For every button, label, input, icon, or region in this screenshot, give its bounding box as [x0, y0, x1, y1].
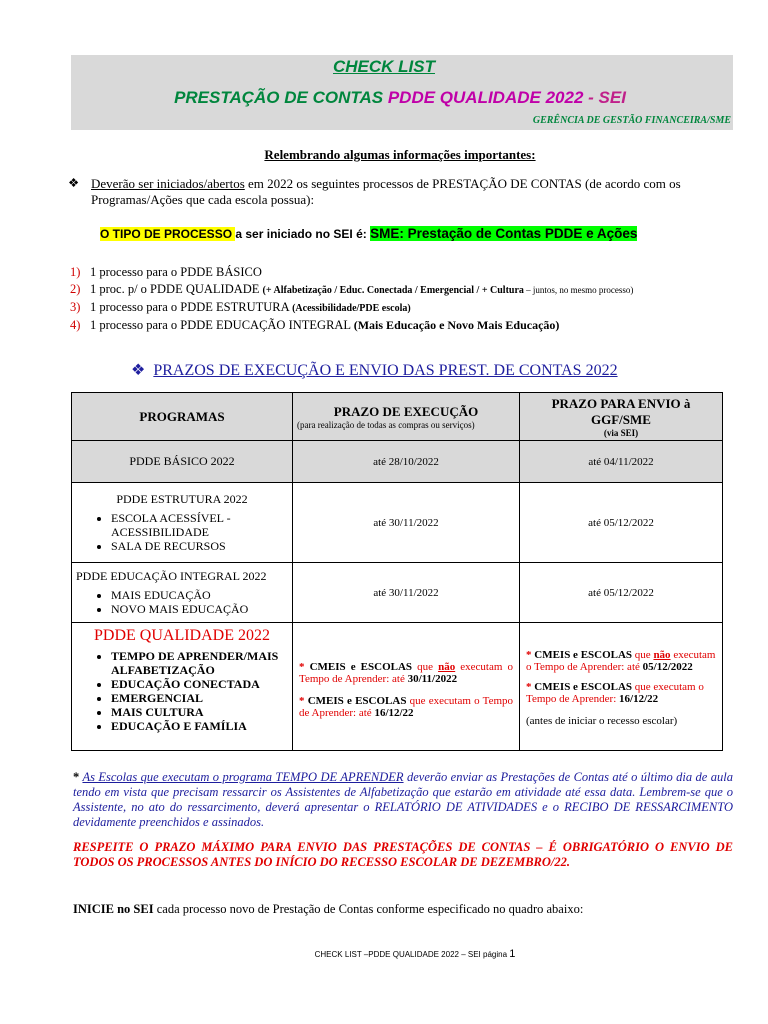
department-label: GERÊNCIA DE GESTÃO FINANCEIRA/SME [532, 115, 731, 126]
intro-paragraph: Deverão ser iniciados/abertos em 2022 os seguintes processos de PRESTAÇÃO DE CONTAS (de acordo com os Programas/Ações que cada escola possua): [91, 176, 681, 207]
inicie-instruction: INICIE no SEI cada processo novo de Prestação de Contas conforme especificado no quadro abaixo: [73, 902, 584, 916]
table-row: PDDE EDUCAÇÃO INTEGRAL 2022 • MAIS EDUCAÇÃO • NOVO MAIS EDUCAÇÃO até 30/11/2022 até 05/12/2022 [72, 563, 723, 623]
process-list [70, 264, 633, 334]
list-item: 1) 1 processo para o PDDE BÁSICO [70, 265, 262, 279]
respeite-warning: RESPEITE O PRAZO MÁXIMO PARA ENVIO DAS PRESTAÇÕES DE CONTAS – É OBRIGATÓRIO O ENVIO DE TODOS OS PROCESSOS ANTES DO INÍCIO DO RECESSO ESCOLAR DE DEZEMBRO/22. [73, 840, 733, 869]
table-header-row [72, 393, 723, 441]
table-row: PDDE QUALIDADE 2022 • TEMPO DE APRENDER/MAIS ALFABETIZAÇÃO • EDUCAÇÃO CONECTADA • EMERGENCIAL • MAIS CULTURA • EDUCAÇÃO E FAMÍLIA * CMEIS e ESCOLAS que não executam o Tempo de Aprender: até 30/11/2022 * CMEIS e ESCOLAS que executam o Tempo de Aprender: até 16/12/22 * CMEIS e ESCOLAS que não executam o Tempo de Aprender: até 05/12/2022 * CMEIS e ESCOLAS que executam o Tempo de Aprender: 16/12/22 (antes de iniciar o recesso escolar) [72, 623, 723, 751]
tempo-aprender-note: * As Escolas que executam o programa TEMPO DE APRENDER deverão enviar as Prestações de Contas até o último dia de aula tendo em vista que precisam ressarcir os Assistentes de Alfabetização que estarão em atividade até essa data. Lembrem-se que o Assistente, no ato do ressarcimento, deverá apresentar o RELATÓRIO DE ATIVIDADES e o RECIBO DE RESSARCIMENTO devidamente preenchidos e assinados. [73, 770, 734, 829]
doc-subtitle: PRESTAÇÃO DE CONTAS PDDE QUALIDADE 2022 - SEI [174, 88, 626, 107]
diamond-bullet-icon: ❖ [131, 362, 146, 379]
deadlines-table [71, 392, 723, 751]
page-footer: CHECK LIST –PDDE QUALIDADE 2022 – SEI página 1 [314, 948, 516, 960]
list-item: 4) 1 processo para o PDDE EDUCAÇÃO INTEGRAL (Mais Educação e Novo Mais Educação) [70, 318, 560, 332]
doc-title: CHECK LIST [333, 57, 435, 76]
intro-heading: Relembrando algumas informações importantes: [264, 147, 536, 162]
header-programas: PROGRAMAS [72, 393, 293, 441]
header-prazo-execucao: PRAZO DE EXECUÇÃO (para realização de todas as compras ou serviços) [293, 393, 520, 441]
table-row: PDDE ESTRUTURA 2022 • ESCOLA ACESSÍVEL - ACESSIBILIDADE • SALA DE RECURSOS até 30/11/2022 até 05/12/2022 [72, 483, 723, 563]
prazos-title: ❖ PRAZOS DE EXECUÇÃO E ENVIO DAS PREST. DE CONTAS 2022 [131, 362, 618, 379]
diamond-bullet-icon: ❖ [68, 176, 80, 190]
list-item: 2) 1 proc. p/ o PDDE QUALIDADE (+ Alfabetização / Educ. Conectada / Emergencial / + Cultura – juntos, no mesmo processo) [70, 282, 634, 296]
table-row: PDDE BÁSICO 2022 até 28/10/2022 até 04/11/2022 [72, 441, 723, 483]
tipo-processo: O TIPO DE PROCESSO a ser iniciado no SEI é: SME: Prestação de Contas PDDE e Ações [100, 226, 638, 241]
header-prazo-envio: PRAZO PARA ENVIO à GGF/SME (via SEI) [520, 393, 723, 441]
list-item: 3) 1 processo para o PDDE ESTRUTURA (Acessibilidade/PDE escola) [70, 300, 411, 314]
